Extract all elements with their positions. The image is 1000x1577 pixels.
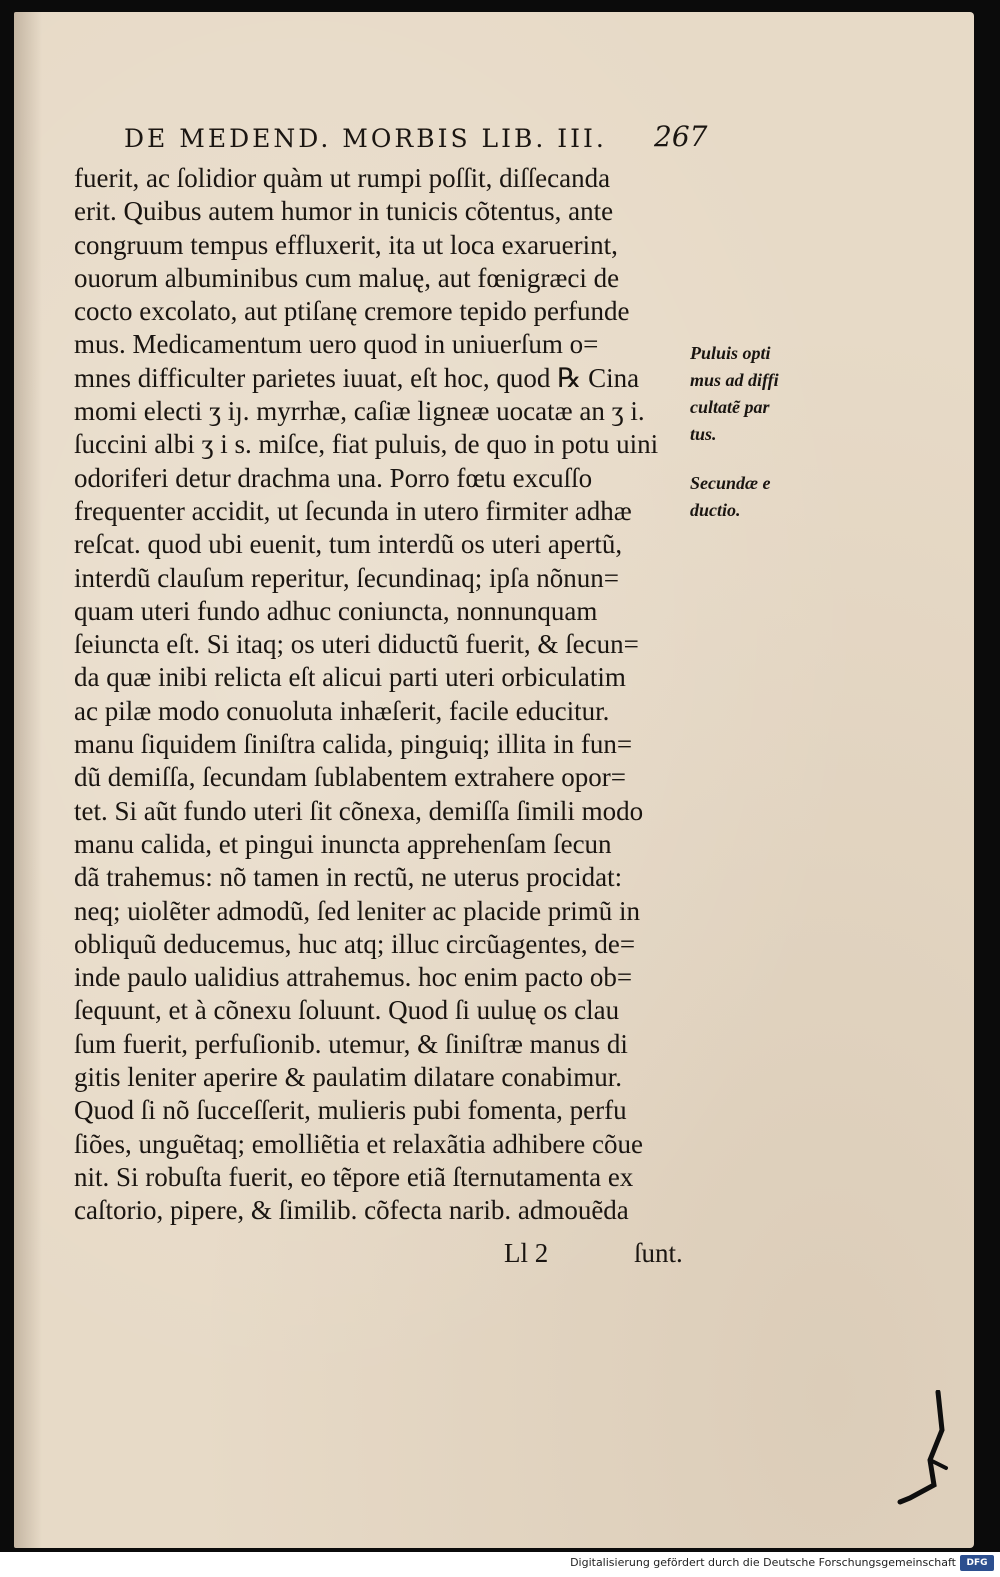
text-line: tet. Si aũt fundo uteri ſit cõnexa, demiſſa ſimili modo bbox=[74, 795, 644, 826]
gutter-shadow bbox=[14, 12, 42, 1548]
funding-credit: Digitalisierung gefördert durch die Deutsche Forschungsgemeinschaft bbox=[570, 1556, 956, 1569]
text-line: cocto excolato, aut ptiſanę cremore tepido perfunde bbox=[74, 296, 630, 327]
text-line: mus. Medicamentum uero quod in uniuerſum o= bbox=[74, 329, 599, 360]
margin-note-line: tus. bbox=[690, 424, 717, 444]
catchword-row bbox=[74, 1238, 714, 1272]
text-line: ac pilæ modo conuoluta inhæſerit, facile educitur. bbox=[74, 695, 610, 726]
text-line: obliquũ deducemus, huc atq; illuc circũagentes, de= bbox=[74, 928, 636, 959]
text-line: momi electi ʒ iȷ. myrrhæ, caſiæ ligneæ uocatæ an ʒ i. bbox=[74, 396, 645, 427]
margin-note-line: Puluis opti bbox=[690, 343, 771, 363]
dfg-logo[interactable]: DFG bbox=[960, 1555, 994, 1571]
text-line: frequenter accidit, ut ſecunda in utero firmiter adhæ bbox=[74, 495, 632, 526]
text-line: da quæ inibi relicta eſt alicui parti uteri orbiculatim bbox=[74, 662, 626, 693]
text-line: quam uteri fundo adhuc coniuncta, nonnunquam bbox=[74, 595, 598, 626]
book-page bbox=[14, 12, 974, 1548]
footer-bar bbox=[0, 1552, 1000, 1577]
margin-note-line: ductio. bbox=[690, 500, 741, 520]
catchword: ſunt. bbox=[634, 1238, 683, 1268]
text-line: ſeiuncta eſt. Si itaq; os uteri diductũ fuerit, & ſecun= bbox=[74, 629, 639, 660]
text-line: Quod ſi nõ ſucceſſerit, mulieris pubi fomenta, perfu bbox=[74, 1095, 627, 1126]
text-line: odoriferi detur drachma una. Porro fœtu excuſſo bbox=[74, 462, 593, 493]
text-line: dã trahemus: nõ tamen in rectũ, ne uterus procidat: bbox=[74, 862, 623, 893]
text-line: ſum fuerit, perfuſionib. utemur, & ſiniſtræ manus di bbox=[74, 1028, 628, 1059]
text-line: manu calida, et pingui inuncta apprehenſam ſecun bbox=[74, 828, 612, 859]
text-line: inde paulo ualidius attrahemus. hoc enim pacto ob= bbox=[74, 962, 633, 993]
margin-note-line: mus ad diffi bbox=[690, 370, 779, 390]
margin-note-line: Secundæ e bbox=[690, 473, 771, 493]
text-line: fuerit, ac ſolidior quàm ut rumpi poſſit, diſſecanda bbox=[74, 163, 611, 193]
text-line: reſcat. quod ubi euenit, tum interdũ os uteri apertũ, bbox=[74, 529, 623, 560]
text-line: ſequunt, et à cõnexu ſoluunt. Quod ſi uuluę os clau bbox=[74, 995, 620, 1026]
page-clip-icon bbox=[880, 1390, 960, 1510]
text-line: mnes difficulter parietes iuuat, eſt hoc, quod ℞ Cina bbox=[74, 362, 640, 393]
margin-note-line: cultatẽ par bbox=[690, 397, 770, 417]
text-line: ſuccini albi ʒ i s. miſce, fiat puluis, de quo in potu uini bbox=[74, 429, 659, 460]
text-line: erit. Quibus autem humor in tunicis cõtentus, ante bbox=[74, 196, 614, 227]
main-text-block bbox=[74, 162, 714, 1228]
text-line: interdũ clauſum reperitur, ſecundinaq; ipſa nõnun= bbox=[74, 562, 619, 593]
running-head-title: DE MEDEND. MORBIS LIB. III. bbox=[124, 124, 607, 153]
text-line: congruum tempus effluxerit, ita ut loca exaruerint, bbox=[74, 229, 618, 260]
text-line: neq; uiolẽter admodũ, ſed leniter ac placide primũ in bbox=[74, 895, 641, 926]
signature-mark: Ll 2 bbox=[504, 1238, 549, 1268]
text-line: ſiões, unguẽtaq; emolliẽtia et relaxãtia adhibere cõue bbox=[74, 1128, 644, 1159]
text-line: gitis leniter aperire & paulatim dilatare conabimur. bbox=[74, 1062, 623, 1093]
running-head bbox=[124, 118, 724, 158]
text-line: ouorum albuminibus cum maluę, aut fœnigræci de bbox=[74, 262, 620, 293]
text-line: dũ demiſſa, ſecundam ſublabentem extrahere opor= bbox=[74, 762, 627, 793]
text-line: manu ſiquidem ſiniſtra calida, pinguiq; illita in fun= bbox=[74, 729, 633, 760]
margin-note-puluis bbox=[690, 340, 810, 448]
text-line: caſtorio, pipere, & ſimilib. cõfecta narib. admouẽda bbox=[74, 1195, 629, 1226]
text-line: nit. Si robuſta fuerit, eo tẽpore etiã ſternutamenta ex bbox=[74, 1161, 634, 1192]
folio-number: 267 bbox=[654, 120, 708, 153]
margin-note-secundae bbox=[690, 470, 810, 524]
